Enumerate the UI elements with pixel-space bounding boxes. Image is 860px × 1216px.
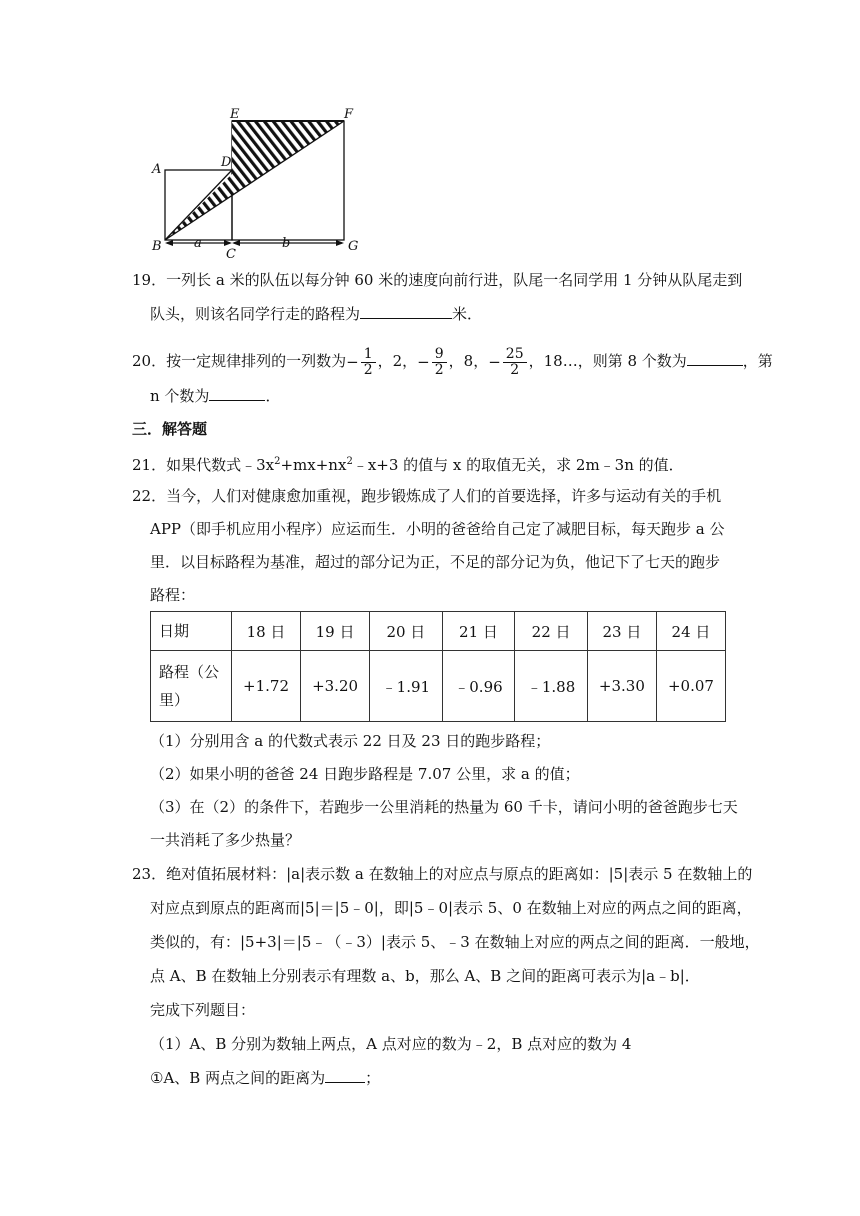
q22-text1: 当今，人们对健康愈加重视，跑步锻炼成了人们的首要选择，许多与运动有关的手机 bbox=[166, 487, 722, 505]
table-date-cell: 19 日 bbox=[301, 612, 370, 651]
arrowhead-right-a bbox=[224, 240, 232, 246]
q22-sub3-line1: （3）在（2）的条件下，若跑步一公里消耗的热量为 60 千卡，请问小明的爸爸跑步七天 bbox=[150, 798, 738, 816]
label-d-point: D bbox=[221, 155, 232, 170]
q21-number: 21． bbox=[132, 456, 167, 474]
q20-f1-denominator: 2 bbox=[363, 361, 373, 378]
q23-circle1-end: ； bbox=[365, 1069, 381, 1087]
q22-line3: 里．以目标路程为基准，超过的部分记为正，不足的部分记为负，他记下了七天的跑步 bbox=[150, 553, 721, 571]
label-e-point: E bbox=[230, 107, 240, 122]
table-value-cell: +0.07 bbox=[656, 651, 725, 722]
q23-line3: 类似的，有：|5+3|＝|5﹣（﹣3）|表示 5、﹣3 在数轴上对应的两点之间的距离．一般地， bbox=[150, 933, 760, 951]
q20-f3-denominator: 2 bbox=[510, 361, 520, 378]
q23-number: 23． bbox=[132, 865, 167, 883]
q20-text-4: ，8， bbox=[448, 352, 489, 370]
q19-line2 bbox=[150, 302, 482, 325]
table-value-cell: +3.20 bbox=[301, 651, 370, 722]
running-distance-table bbox=[150, 611, 726, 722]
q23-answer-blank[interactable] bbox=[325, 1066, 365, 1083]
table-value-cell: ﹣1.91 bbox=[370, 651, 443, 722]
q22-sub1: （1）分别用含 a 的代数式表示 22 日及 23 日的跑步路程； bbox=[150, 732, 551, 750]
label-a-point: A bbox=[152, 162, 162, 177]
q20-answer-blank-1[interactable] bbox=[687, 349, 743, 366]
table-header-row bbox=[151, 612, 726, 651]
q23-circle1-line bbox=[150, 1066, 380, 1089]
table-date-cell: 18 日 bbox=[232, 612, 301, 651]
q22-number: 22． bbox=[132, 487, 167, 505]
q19-answer-blank[interactable] bbox=[360, 302, 452, 319]
q19-text3: 米． bbox=[452, 305, 483, 323]
q20-text-n: n 个数为 bbox=[150, 387, 210, 405]
q20-fraction-1 bbox=[361, 347, 376, 378]
table-date-cell: 20 日 bbox=[370, 612, 443, 651]
q20-line1 bbox=[132, 343, 773, 380]
table-date-cell: 24 日 bbox=[656, 612, 725, 651]
q22-sub3-line2: 一共消耗了多少热量？ bbox=[150, 831, 301, 849]
q23-line5: 完成下列题目： bbox=[150, 1001, 256, 1019]
table-value-cell: +3.30 bbox=[587, 651, 656, 722]
label-dim-b: b bbox=[282, 236, 291, 251]
q20-f2-numerator: 9 bbox=[432, 347, 447, 363]
q23-sub1: （1）A、B 分别为数轴上两点，A 点对应的数为﹣2，B 点对应的数为 4 bbox=[150, 1035, 632, 1053]
label-g-point: G bbox=[348, 239, 359, 254]
q21-text-post: ﹣x+3 的值与 x 的取值无关，求 2m﹣3n 的值． bbox=[352, 456, 684, 474]
arrowhead-left-b bbox=[232, 240, 240, 246]
q20-minus-2: − bbox=[417, 353, 430, 371]
q23-line4: 点 A、B 在数轴上分别表示有理数 a、b，那么 A、B 之间的距离可表示为|a﹣b|． bbox=[150, 967, 700, 985]
section-heading: 三．解答题 bbox=[132, 420, 208, 438]
table-header-label: 日期 bbox=[151, 612, 232, 651]
table-value-cell: +1.72 bbox=[232, 651, 301, 722]
label-b-point: B bbox=[152, 239, 162, 254]
q20-minus-3: − bbox=[488, 353, 501, 371]
q19-text2: 队头，则该名同学行走的路程为 bbox=[150, 305, 361, 323]
q19-text1: 一列长 a 米的队伍以每分钟 60 米的速度向前行进，队尾一名同学用 1 分钟从队尾走到 bbox=[166, 271, 743, 289]
q20-minus-1: − bbox=[346, 353, 359, 371]
q23-line2: 对应点到原点的距离而|5|＝|5﹣0|，即|5﹣0|表示 5、0 在数轴上对应的两点之间的距离， bbox=[150, 899, 752, 917]
q20-f1-numerator: 1 bbox=[361, 347, 376, 363]
arrowhead-right-b bbox=[336, 240, 344, 246]
q20-f2-denominator: 2 bbox=[434, 361, 444, 378]
line-bd bbox=[165, 170, 232, 240]
q20-line2 bbox=[150, 384, 280, 407]
q22-line1 bbox=[132, 485, 721, 507]
q21-sup2: 2 bbox=[346, 456, 353, 467]
label-f-point: F bbox=[344, 107, 354, 122]
q20-fraction-2 bbox=[432, 347, 447, 378]
table-date-cell: 23 日 bbox=[587, 612, 656, 651]
q20-text-end: ． bbox=[265, 387, 281, 405]
table-value-row bbox=[151, 651, 726, 722]
table-value-cell: ﹣1.88 bbox=[515, 651, 588, 722]
label-c-point: C bbox=[226, 247, 236, 260]
table-date-cell: 22 日 bbox=[515, 612, 588, 651]
q20-text-7: ，第 bbox=[742, 352, 773, 370]
q20-number: 20． bbox=[132, 352, 167, 370]
q20-text-2: ，2， bbox=[377, 352, 418, 370]
q21-sup1: 2 bbox=[274, 456, 281, 467]
q21-text-mid: +mx+nx bbox=[280, 456, 347, 474]
q21-text-pre: 如果代数式﹣3x bbox=[166, 456, 275, 474]
q22-line2: APP（即手机应用小程序）应运而生．小明的爸爸给自己定了减肥目标，每天跑步 a 公 bbox=[150, 520, 725, 538]
q19-number: 19． bbox=[132, 271, 167, 289]
q20-fraction-3 bbox=[503, 347, 527, 378]
q23-text1: 绝对值拓展材料：|a|表示数 a 在数轴上的对应点与原点的距离如：|5|表示 5 在数轴上的 bbox=[166, 865, 753, 883]
label-dim-a: a bbox=[194, 236, 202, 251]
q23-circle1-text: ①A、B 两点之间的距离为 bbox=[150, 1069, 326, 1087]
q20-answer-blank-2[interactable] bbox=[209, 384, 265, 401]
table-value-cell: ﹣0.96 bbox=[442, 651, 515, 722]
row-label-line2: 里） bbox=[159, 691, 190, 709]
q19-line1 bbox=[132, 269, 742, 291]
table-row-label bbox=[151, 651, 232, 722]
geometry-figure bbox=[148, 100, 373, 260]
q20-text-pre: 按一定规律排列的一列数为 bbox=[166, 352, 347, 370]
table-date-cell: 21 日 bbox=[442, 612, 515, 651]
row-label-line1: 路程（公 bbox=[159, 663, 220, 681]
q22-sub2: （2）如果小明的爸爸 24 日跑步路程是 7.07 公里，求 a 的值； bbox=[150, 765, 580, 783]
q22-line4: 路程： bbox=[150, 586, 196, 604]
q23-line1 bbox=[132, 863, 752, 885]
arrowhead-left-a bbox=[165, 240, 173, 246]
q20-f3-numerator: 25 bbox=[503, 347, 527, 363]
q20-text-6: ，18…，则第 8 个数为 bbox=[528, 352, 687, 370]
q21-line1 bbox=[132, 451, 684, 476]
